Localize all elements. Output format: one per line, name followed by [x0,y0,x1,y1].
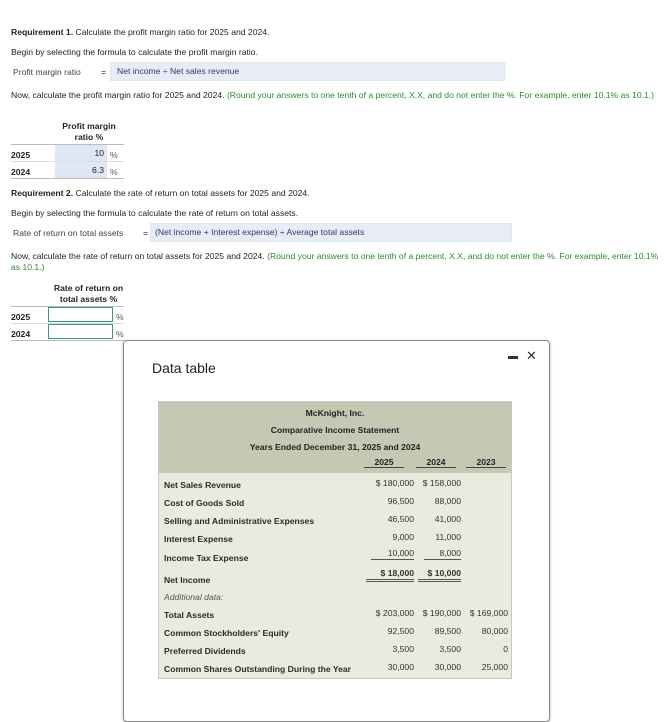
minimize-icon[interactable]: ▬ [508,351,518,362]
statement-period: Years Ended December 31, 2025 and 2024 [249,442,421,452]
cell-2024: $ 158,000 [422,478,461,488]
req2-input-2025[interactable] [48,307,113,322]
row-label: Net Sales Revenue [164,480,241,490]
req1-formula-value: Net income ÷ Net sales revenue [117,66,240,76]
req2-year-2025: 2025 [11,312,31,322]
cell-2025: $ 180,000 [375,478,414,488]
req1-formula-equals: = [101,67,107,77]
cell-2025: 92,500 [387,626,414,636]
row-label: Common Stockholders' Equity [164,628,289,638]
req1-formula-dropdown[interactable] [110,62,505,81]
req2-year-2024: 2024 [11,329,31,339]
row-label: Cost of Goods Sold [164,498,245,508]
data-table-dialog [123,340,550,722]
req1-formula-label: Profit margin ratio [13,67,81,77]
req2-title: Requirement 2. Calculate the rate of return on total assets for 2025 and 2024. [11,188,310,198]
row-label: Total Assets [164,610,215,620]
income-statement-table [158,401,512,679]
close-icon[interactable]: ✕ [526,348,537,363]
row-label: Interest Expense [164,534,233,544]
cell-2024: $ 190,000 [422,608,461,618]
cell-2025: 9,000 [392,532,414,542]
cell-2024: 41,000 [434,514,461,524]
cell-2025: 46,500 [387,514,414,524]
cell-2024: 88,000 [434,496,461,506]
row-label: Selling and Administrative Expenses [164,516,315,526]
company-name: McKnight, Inc. [305,408,365,418]
year-header-2025: 2025 [364,457,404,468]
req1-year-2024: 2024 [11,167,31,177]
req2-input-2024[interactable] [48,324,113,339]
year-header-2023: 2023 [466,457,506,468]
cell-2024: 30,000 [434,662,461,672]
req1-title: Requirement 1. Calculate the profit margin ratio for 2025 and 2024. [11,27,270,37]
req1-calc-text: Now, calculate the profit margin ratio for 2025 and 2024. (Round your answers to one tenth of a percent, X.X, and do not enter the %. For example, enter 10.1% as 10.1.) [11,90,655,100]
req1-instruction: Begin by selecting the formula to calculate the profit margin ratio. [11,47,258,57]
cell-2024: 8,000 [439,548,461,558]
req2-instruction: Begin by selecting the formula to calculate the rate of return on total assets. [11,208,299,218]
cell-2025: $ 203,000 [375,608,414,618]
cell-2023: 25,000 [481,662,508,672]
req1-input-2024[interactable]: 6.3 [55,162,107,178]
req1-unit-2025: % [110,150,118,160]
req1-year-2025: 2025 [11,150,31,160]
req2-calc-text: Now, calculate the rate of return on total assets for 2025 and 2024. (Round your answers to one tenth of a percent, X.X, and do not enter the %. For example, enter 10.1% as 10.1.) [11,251,659,272]
row-label: Preferred Dividends [164,646,246,656]
cell-2024: $ 10,000 [427,568,461,578]
cell-2025: $ 18,000 [380,568,414,578]
year-header-2024: 2024 [416,457,456,468]
row-label: Income Tax Expense [164,553,249,563]
req2-formula-equals: = [143,228,149,238]
req2-unit-2024: % [116,329,124,339]
cell-2025: 96,500 [387,496,414,506]
cell-2024: 11,000 [435,532,461,542]
req1-unit-2024: % [110,167,118,177]
statement-title: Comparative Income Statement [270,425,400,435]
cell-2025: 30,000 [387,662,414,672]
req2-column-header: Rate of return on total assets % [53,283,124,304]
cell-2025: 10,000 [387,548,414,558]
cell-2023: 80,000 [481,626,508,636]
req2-unit-2025: % [116,312,124,322]
req1-column-header: Profit margin ratio % [62,121,116,142]
cell-2023: $ 169,000 [469,608,508,618]
req2-formula-value: (Net income + Interest expense) ÷ Average total assets [155,227,365,237]
req2-formula-dropdown[interactable] [150,223,512,242]
row-label: Net Income [164,575,211,585]
cell-2025: 3,500 [392,644,414,654]
cell-2023: 0 [503,644,508,654]
cell-2024: 3,500 [439,644,461,654]
additional-data-label: Additional data: [164,592,224,602]
row-label: Common Shares Outstanding During the Year [164,664,352,674]
req2-formula-label: Rate of return on total assets [13,228,124,238]
req1-input-2025[interactable]: 10 [55,145,107,161]
dialog-title: Data table [152,360,216,376]
cell-2024: 89,500 [434,626,461,636]
